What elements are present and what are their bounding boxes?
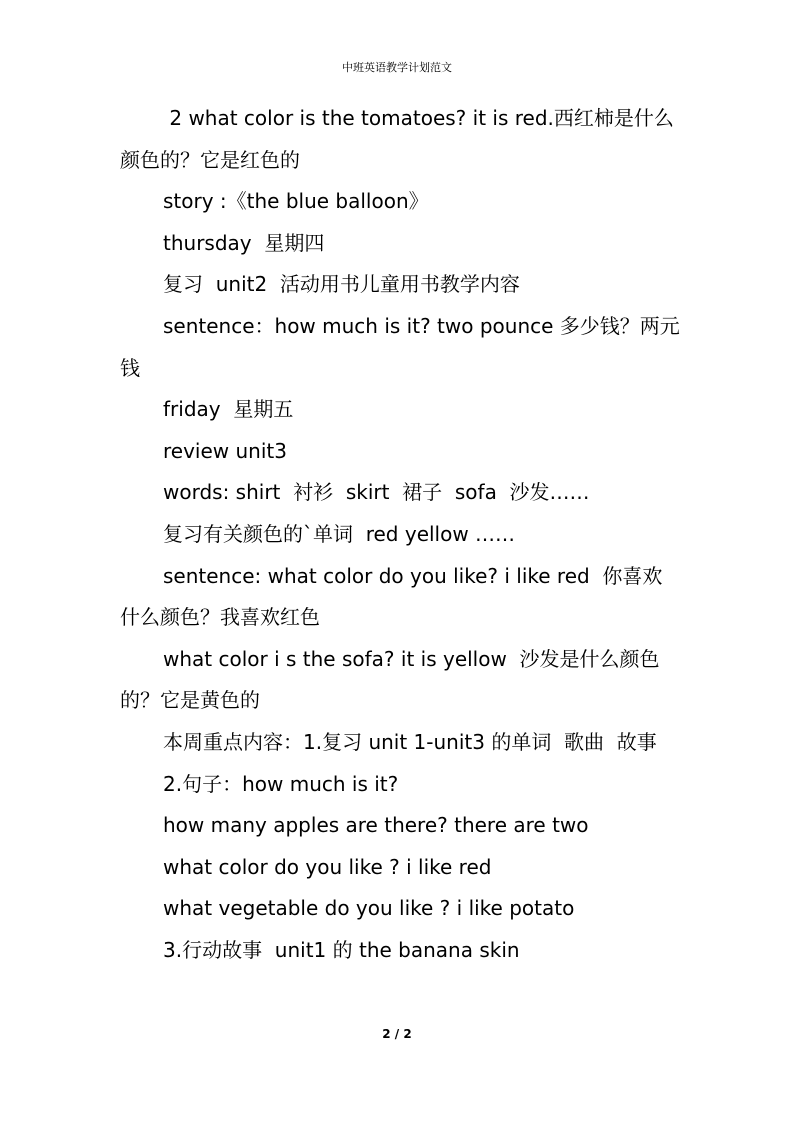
paragraph: how many apples are there? there are two <box>163 813 589 838</box>
paragraph: friday 星期五 <box>163 397 294 422</box>
paragraph: what color do you like ? i like red <box>163 854 492 879</box>
page-header: 中班英语教学计划范文 <box>342 61 452 74</box>
paragraph: what vegetable do you like ? i like potato <box>163 896 575 921</box>
paragraph: sentence：how much is it? two pounce 多少钱？两元钱 <box>120 313 680 380</box>
paragraph: 本周重点内容：1.复习 unit 1-unit3 的单词 歌曲 故事 <box>163 729 657 754</box>
paragraph: 3.行动故事 unit1 的 the banana skin <box>163 937 520 962</box>
paragraph: review unit3 <box>163 438 287 463</box>
paragraph: sentence: what color do you like? i like red 你喜欢什么颜色？我喜欢红色 <box>120 563 663 630</box>
document-body <box>120 98 680 971</box>
paragraph: 复习有关颜色的`单词 red yellow …… <box>163 521 516 546</box>
paragraph: words: shirt 衬衫 skirt 裙子 sofa 沙发…… <box>163 480 590 505</box>
paragraph: 复习 unit2 活动用书儿童用书教学内容 <box>163 272 520 297</box>
paragraph: thursday 星期四 <box>163 230 325 255</box>
paragraph: what color i s the sofa? it is yellow 沙发是什么颜色的？它是黄色的 <box>120 646 660 713</box>
paragraph: 2 what color is the tomatoes? it is red.西红柿是什么颜色的？它是红色的 <box>120 106 674 172</box>
paragraph: 2.句子：how much is it? <box>163 771 399 796</box>
page-number: 2 / 2 <box>382 1027 412 1041</box>
paragraph: story :《the blue balloon》 <box>163 189 429 214</box>
